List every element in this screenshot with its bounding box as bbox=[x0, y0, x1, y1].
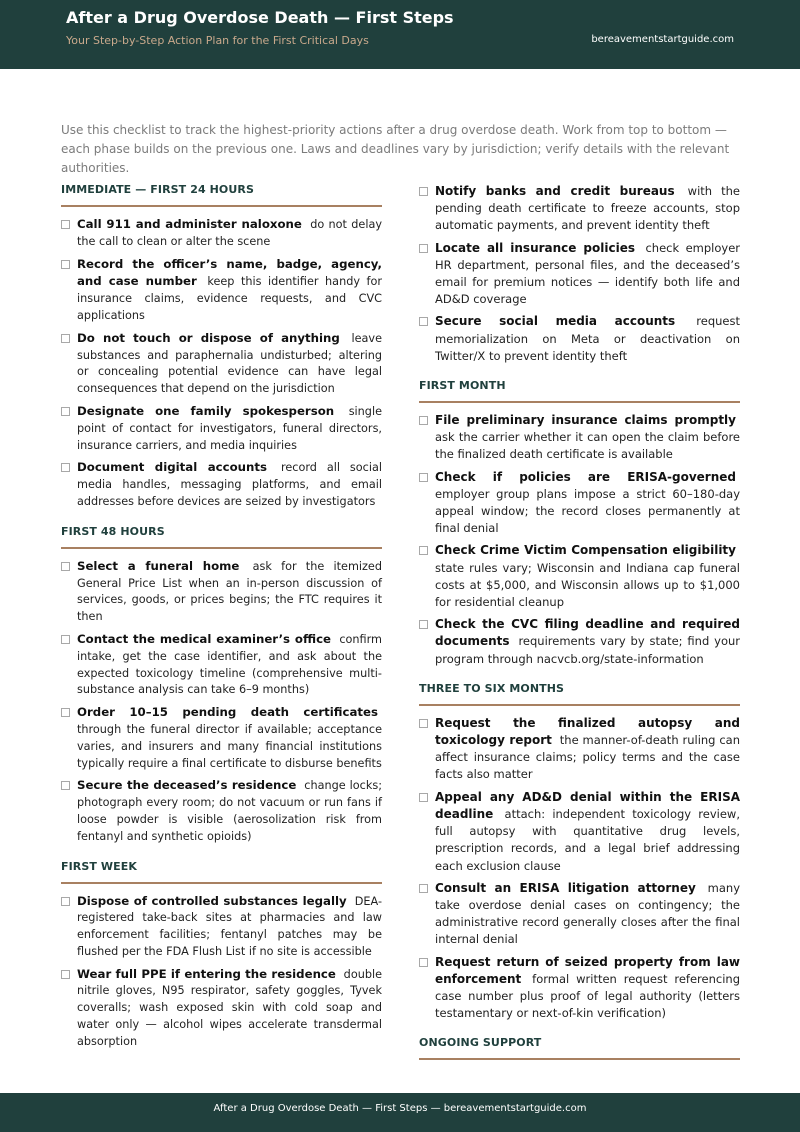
checklist-item bbox=[61, 558, 382, 626]
checklist-item bbox=[61, 704, 382, 772]
item-description: the manner-of-death ruling can affect insurance claims; policy terms and the case facts also matter bbox=[435, 733, 741, 782]
item-title: Locate all insurance policies bbox=[435, 240, 635, 255]
item-title: Secure the deceased’s residence bbox=[77, 778, 297, 793]
footer-text: After a Drug Overdose Death — First Steps — bereavementstartguide.com bbox=[213, 1103, 587, 1114]
checkbox[interactable] bbox=[419, 958, 428, 967]
checkbox[interactable] bbox=[419, 416, 428, 425]
right-column bbox=[419, 183, 740, 1074]
checklist-item bbox=[419, 412, 740, 464]
checkbox[interactable] bbox=[61, 708, 70, 717]
item-title: Select a funeral home bbox=[77, 558, 240, 573]
checklist-item bbox=[419, 880, 740, 949]
checkbox[interactable] bbox=[61, 562, 70, 571]
checkbox[interactable] bbox=[419, 793, 428, 802]
item-title: Contact the medical examiner’s office bbox=[77, 631, 332, 646]
page-header bbox=[0, 0, 800, 69]
checkbox[interactable] bbox=[61, 897, 70, 906]
checklist-item bbox=[419, 954, 740, 1023]
item-description: ask the carrier whether it can open the claim before the finalized death certificate is available bbox=[435, 430, 740, 462]
checklist-item bbox=[419, 789, 740, 875]
checklist-section-first-month bbox=[419, 379, 740, 668]
section-heading: FIRST 48 HOURS bbox=[61, 525, 382, 549]
page-title: After a Drug Overdose Death — First Steps bbox=[66, 8, 454, 27]
checklist-item bbox=[419, 313, 740, 365]
checklist-item bbox=[61, 256, 382, 325]
section-heading: ONGOING SUPPORT bbox=[419, 1036, 740, 1060]
item-description: double nitrile gloves, N95 respirator, safety goggles, Tyvek coveralls; wash exposed skin with cold soap and water only — alcohol wipes accelerate transdermal absorption bbox=[77, 967, 383, 1048]
checkbox[interactable] bbox=[419, 546, 428, 555]
intro-text: Use this checklist to track the highest-priority actions after a drug overdose death. Work from top to bottom — each phase builds on the previous one. Laws and deadlines vary by jurisdiction; verify details with the relevant authorities. bbox=[61, 123, 730, 175]
checkbox[interactable] bbox=[61, 407, 70, 416]
item-description: check employer HR department, personal files, and the deceased’s email for premium notices — identify both life and AD&D coverage bbox=[435, 240, 741, 307]
item-description: employer group plans impose a strict 60–180-day appeal window; the record closes permanently at final denial bbox=[435, 486, 740, 536]
item-description: requirements vary by state; find your program through nacvcb.org/state-information bbox=[435, 634, 741, 666]
checkbox[interactable] bbox=[61, 260, 70, 269]
checkbox[interactable] bbox=[419, 244, 428, 253]
page-footer bbox=[0, 1093, 800, 1132]
checklist-item bbox=[419, 616, 740, 668]
item-description: confirm intake, get the case identifier, and ask about the expected toxicology timeline (comprehensive multi-substance analysis can take 6–9 months) bbox=[77, 632, 383, 697]
checkbox[interactable] bbox=[61, 220, 70, 229]
item-title: Designate one family spokesperson bbox=[77, 403, 335, 418]
checklist-section-ongoing-support bbox=[419, 1036, 740, 1060]
item-description: attach: independent toxicology review, full autopsy with quantitative drug levels, prescription records, and a legal brief addressing each exclusion clause bbox=[435, 806, 740, 873]
item-title: Notify banks and credit bureaus bbox=[435, 184, 675, 198]
checkbox[interactable] bbox=[61, 781, 70, 790]
checkbox[interactable] bbox=[419, 317, 428, 326]
item-title: Record the officer’s name, badge, agency, and case number bbox=[77, 256, 382, 289]
item-title: Document digital accounts bbox=[77, 460, 267, 475]
checkbox[interactable] bbox=[61, 635, 70, 644]
checklist-item bbox=[61, 403, 382, 454]
item-description: do not delay the call to clean or alter the scene bbox=[77, 218, 383, 248]
checklist-item bbox=[419, 469, 740, 538]
item-title: Appeal any AD&D denial within the ERISA deadline bbox=[435, 789, 740, 821]
item-title: Request return of seized property from law enforcement bbox=[435, 954, 740, 986]
checkbox[interactable] bbox=[61, 463, 70, 472]
checkbox[interactable] bbox=[419, 187, 428, 196]
checklist-item bbox=[61, 966, 382, 1051]
item-title: Request the finalized autopsy and toxicology report bbox=[435, 715, 740, 748]
item-description: record all social media handles, messaging platforms, and email addresses before devices are seized by investigators bbox=[77, 461, 382, 508]
item-title: Dispose of controlled substances legally bbox=[77, 893, 347, 908]
section-heading: THREE TO SIX MONTHS bbox=[419, 682, 740, 706]
item-title: File preliminary insurance claims promptly bbox=[435, 413, 736, 428]
checkbox[interactable] bbox=[419, 620, 428, 629]
item-title: Secure social media accounts bbox=[435, 314, 676, 329]
item-description: many take overdose denial cases on contingency; the administrative record generally closes after the final internal denial bbox=[435, 880, 741, 947]
item-description: leave substances and paraphernalia undisturbed; altering or concealing potential evidence can have legal consequences that depend on the jurisdiction bbox=[77, 331, 382, 396]
section-heading: FIRST WEEK bbox=[61, 860, 382, 884]
item-title: Check if policies are ERISA-governed bbox=[435, 469, 736, 484]
checklist-item bbox=[419, 183, 740, 235]
item-description: formal written request referencing case number plus proof of legal authority (letters testamentary or next-of-kin verification) bbox=[435, 971, 740, 1021]
checklist-section-three-to-six-months bbox=[419, 682, 740, 1022]
item-description: DEA-registered take-back sites at pharmacies and law enforcement facilities; fentanyl patches may be flushed per the FDA Flush List if no site is accessible bbox=[77, 894, 382, 958]
page-subtitle: Your Step-by-Step Action Plan for the First Critical Days bbox=[66, 34, 369, 47]
checkbox[interactable] bbox=[419, 884, 428, 893]
checklist-item bbox=[61, 631, 382, 699]
checkbox[interactable] bbox=[419, 719, 428, 728]
left-column bbox=[61, 183, 382, 1065]
checklist-item bbox=[61, 777, 382, 845]
checkbox[interactable] bbox=[61, 970, 70, 979]
item-title: Order 10–15 pending death certificates bbox=[77, 705, 378, 720]
item-description: with the pending death certificate to freeze accounts, stop automatic payments, and prevent identity theft bbox=[435, 184, 740, 233]
item-title: Check the CVC filing deadline and required documents bbox=[435, 617, 740, 649]
checklist-item bbox=[61, 216, 382, 251]
item-description: change locks; photograph every room; do not vacuum or run fans if loose powder is visible (aerosolization risk from fentanyl and synthetic opioids) bbox=[77, 779, 382, 843]
item-description: single point of contact for investigators, funeral directors, insurance carriers, and media inquiries bbox=[77, 404, 382, 452]
section-heading: FIRST MONTH bbox=[419, 379, 740, 403]
checklist-section-continued bbox=[419, 183, 740, 365]
checklist-item bbox=[419, 240, 740, 309]
checkbox[interactable] bbox=[61, 334, 70, 343]
item-title: Do not touch or dispose of anything bbox=[77, 330, 340, 345]
checklist-item bbox=[419, 542, 740, 611]
checklist-item bbox=[61, 893, 382, 961]
checklist-item bbox=[419, 715, 740, 784]
item-description: request memorialization on Meta or deactivation on Twitter/X to prevent identity theft bbox=[435, 314, 741, 363]
checklist-section-immediate-first-24-hours bbox=[61, 183, 382, 511]
checkbox[interactable] bbox=[419, 473, 428, 482]
item-title: Check Crime Victim Compensation eligibility bbox=[435, 543, 736, 558]
item-title: Call 911 and administer naloxone bbox=[77, 217, 302, 231]
checklist-item bbox=[61, 459, 382, 510]
checklist-section-first-week bbox=[61, 860, 382, 1051]
item-description: ask for the itemized General Price List when an in-person discussion of services, goods, or prices begins; the FTC requires it then bbox=[77, 559, 382, 624]
item-title: Consult an ERISA litigation attorney bbox=[435, 880, 696, 895]
item-title: Wear full PPE if entering the residence bbox=[77, 966, 336, 981]
item-description: through the funeral director if available; acceptance varies, and insurers and many financial institutions typically require a final certificate to disburse benefits bbox=[77, 722, 382, 770]
section-heading: IMMEDIATE — FIRST 24 HOURS bbox=[61, 183, 382, 207]
checklist-item bbox=[61, 330, 382, 398]
site-url: bereavementstartguide.com bbox=[591, 34, 734, 45]
checklist-section-first-48-hours bbox=[61, 525, 382, 846]
item-description: state rules vary; Wisconsin and Indiana cap funeral costs at $5,000, and Wisconsin allows up to $1,000 for residential cleanup bbox=[435, 560, 740, 610]
item-description: keep this identifier handy for insurance claims, evidence requests, and CVC applications bbox=[77, 275, 382, 322]
